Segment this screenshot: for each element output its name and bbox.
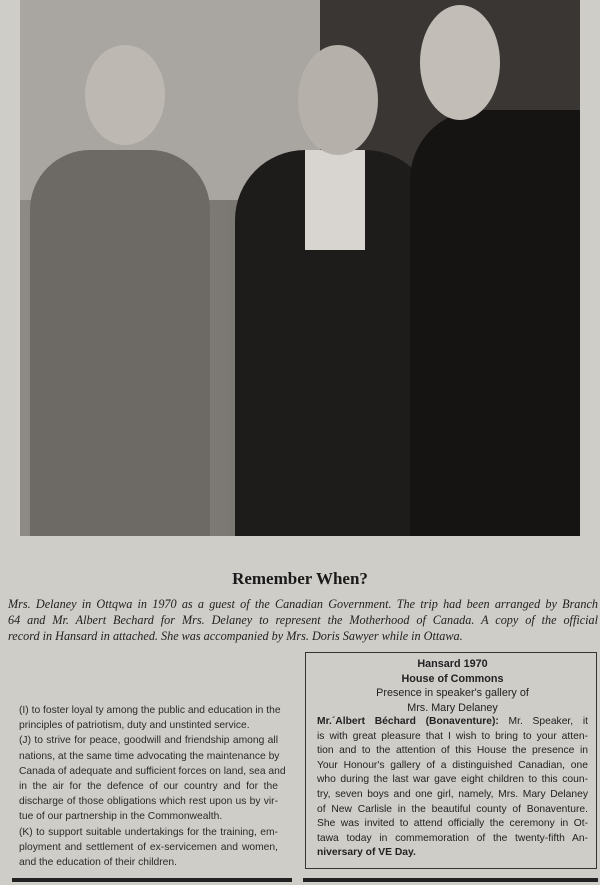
photo-speaker-head — [298, 45, 378, 155]
hansard-subtitle: House of Commons — [401, 672, 504, 685]
photo-man-head — [420, 5, 500, 120]
hansard-line: try, seven boys and one girl, namely, Mrs. Mary Delaney — [317, 788, 588, 800]
bottom-rule-right — [303, 878, 598, 882]
photo-caption — [8, 596, 598, 644]
hansard-body — [317, 715, 588, 861]
objectives-line: nations, at the same time advocating the maintenance by — [19, 750, 280, 762]
objectives-line: principles of patriotism, duty and unstinted service. — [19, 720, 250, 732]
headline: Remember When? — [232, 569, 368, 588]
objectives-column — [19, 703, 286, 870]
hansard-first-line — [317, 715, 588, 730]
newspaper-photo — [20, 0, 580, 536]
objectives-line: discharge of those obligations which rest upon us by vir- — [19, 796, 278, 808]
hansard-line: who during the last war gave eight children to this coun- — [317, 774, 588, 786]
objectives-line: in the air for the defence of our country and for the — [19, 781, 278, 793]
objectives-line: (J) to strive for peace, goodwill and friendship among all — [19, 735, 278, 747]
hansard-first-line-rest: Mr. Speaker, it — [508, 716, 588, 727]
objectives-line: (I) to foster loyal ty among the public and education in the — [19, 705, 281, 716]
hansard-line1: Presence in speaker's gallery of — [376, 687, 529, 699]
objectives-line: Canada of adequate and sufficient forces on land, sea and — [19, 765, 286, 777]
hansard-box — [305, 652, 597, 869]
objectives-line: tue of our partnership in the Commonwealth. — [19, 811, 223, 823]
hansard-line: She was invited to attend officially the ceremony in Ot- — [317, 818, 588, 830]
photo-woman-figure — [30, 150, 210, 536]
objectives-line: ployment and settlement of ex-servicemen and women, — [19, 841, 278, 853]
photo-man-figure — [410, 110, 580, 536]
hansard-line: Your Honour's gallery of a distinguished Canadian, one — [317, 759, 588, 771]
caption-line: 64 and Mr. Albert Bechard for Mrs. Delaney to represent the Motherhood of Canada. A copy of the official — [8, 613, 598, 627]
hansard-title: Hansard 1970 — [417, 658, 488, 670]
objectives-line: and the education of their children. — [19, 857, 177, 869]
caption-line: record in Hansard in attached. She was accompanied by Mrs. Doris Sawyer while in Ottawa. — [8, 629, 463, 643]
photo-woman-head — [85, 45, 165, 145]
hansard-speaker: Mr.´Albert Béchard (Bonaventure): — [317, 716, 499, 727]
hansard-line: tion and to the attention of this House the presence in — [317, 745, 588, 757]
bottom-rule-left — [12, 878, 292, 882]
photo-speaker-collar — [305, 150, 365, 250]
caption-line: Mrs. Delaney in Ottqwa in 1970 as a guest of the Canadian Government. The trip had been arranged by Branch — [8, 597, 598, 611]
hansard-last-line: niversary of VE Day. — [317, 847, 416, 859]
hansard-line: tawa today in commemoration of the twenty-fifth An- — [317, 832, 588, 844]
hansard-line2: Mrs. Mary Delaney — [407, 701, 498, 714]
hansard-line: of New Carlisle in the beautiful county of Bonaventure. — [317, 803, 588, 815]
objectives-line: (K) to support suitable undertakings for the training, em- — [19, 826, 278, 838]
hansard-line: is with great pleasure that I wish to bring to your atten- — [317, 730, 588, 742]
